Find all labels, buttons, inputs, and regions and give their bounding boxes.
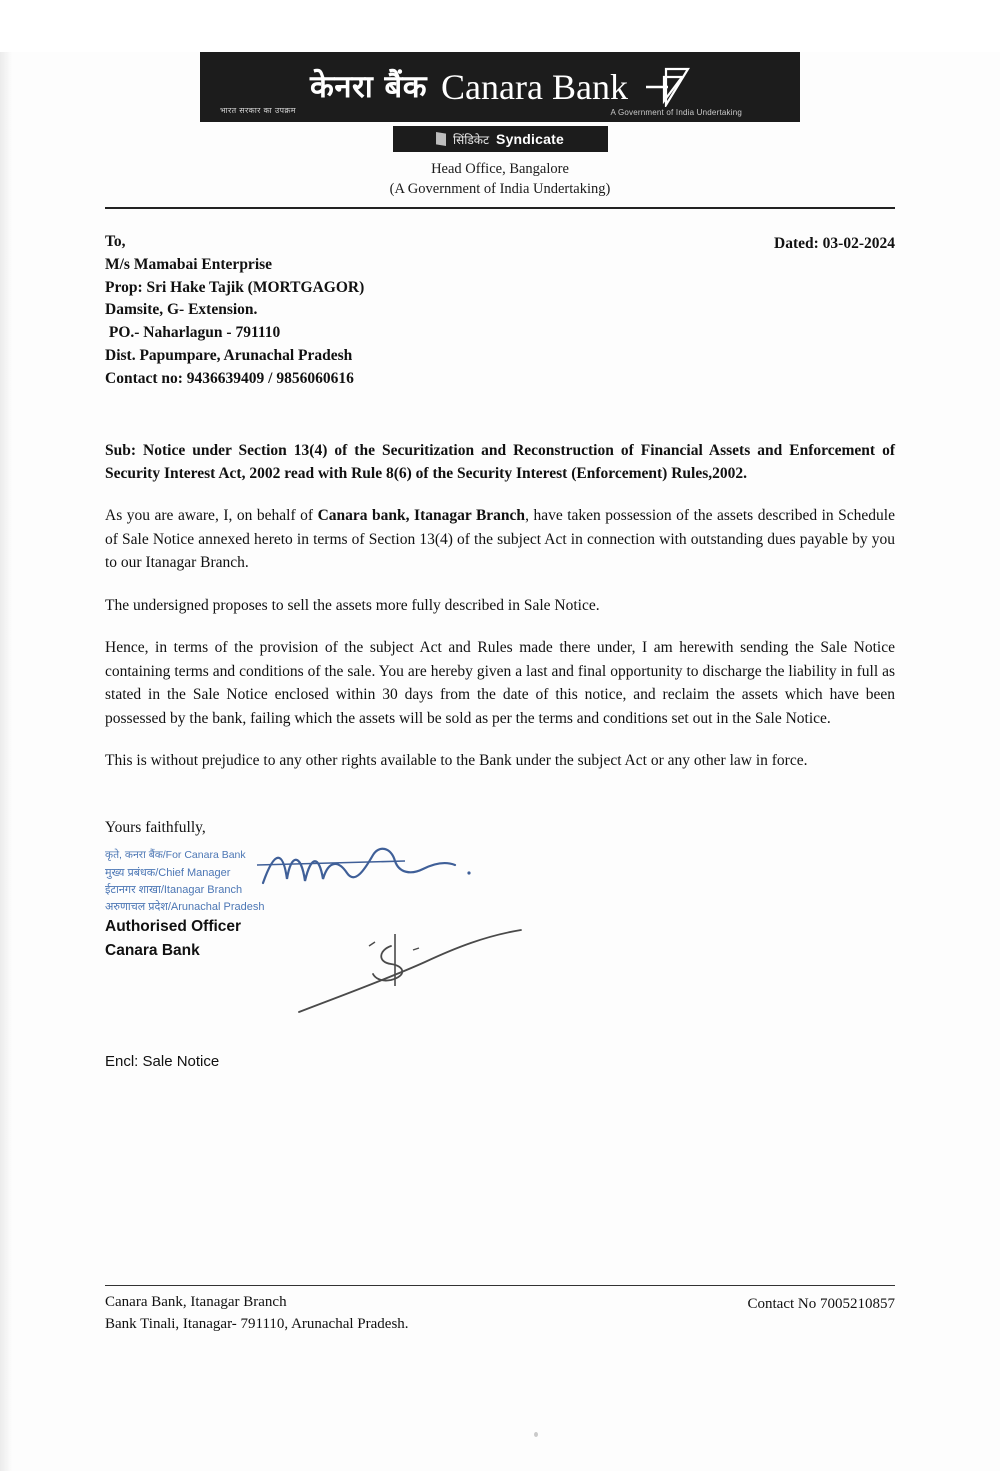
head-office-block [200,160,800,199]
addressee-block [105,231,364,390]
signature-area [105,843,895,1033]
contact-number: Contact No 7005210857 [747,1296,895,1312]
address-and-date-row [105,231,895,390]
stamp-line-1: कृते, कनरा बैंक/For Canara Bank [105,849,246,862]
enclosure-note: Encl: Sale Notice [105,1053,220,1071]
undertaking-line: (A Government of India Undertaking) [389,180,611,197]
paragraph-1-part-b: , have taken possession of the assets described in Schedule of Sale Notice annexed hereto in terms of Section 13(4) of the subject Act in connection with outstanding dues payable by you to our Itanagar Branch. [105,507,895,572]
syndicate-mark-icon [436,132,446,146]
signatory-title: Authorised Officer [105,918,242,936]
undertaking-tagline: A Government of India Undertaking [610,108,742,117]
addressee-line-5: Dist. Papumpare, Arunachal Pradesh [105,347,353,365]
bank-name-hindi-subtitle: भारत सरकार का उपक्रम [220,106,296,115]
letterhead [200,52,800,199]
syndicate-band [393,126,608,152]
signatory-block [105,915,241,962]
bank-name-hindi: केनरा बैंक [310,68,428,105]
footer-divider [105,1285,895,1286]
page-footer [105,1292,895,1336]
scan-artifact [534,1432,538,1437]
bank-name-english: Canara Bank [441,67,628,107]
stamp-line-3: ईटानगर शाखा/Itanagar Branch [105,883,243,896]
syndicate-english: Syndicate [496,131,564,147]
to-label: To, [105,233,126,251]
addressee-line-3: Damsite, G- Extension. [105,301,258,319]
syndicate-hindi: सिंडिकेट [453,132,490,147]
signatory-bank: Canara Bank [105,941,200,959]
page-edge-shadow [0,52,12,1471]
addressee-line-2: Prop: Sri Hake Tajik (MORTGAGOR) [105,278,365,296]
addressee-line-4: PO.- Naharlagun - 791110 [105,324,281,342]
letter-body [105,209,895,1073]
head-office-line: Head Office, Bangalore [431,161,569,177]
letter-date: Dated: 03-02-2024 [774,235,895,253]
paragraph-4: This is without prejudice to any other rights available to the Bank under the subject Act or any other law in force. [105,752,808,770]
addressee-line-1: M/s Mamabai Enterprise [105,255,273,273]
bank-logo-band [200,52,800,122]
paragraph-2: The undersigned proposes to sell the assets more fully described in Sale Notice. [105,596,600,614]
branch-address-line-2: Bank Tinali, Itanagar- 791110, Arunachal Pradesh. [105,1315,409,1332]
document-page [0,52,1000,1471]
closing-salutation: Yours faithfully, [105,819,206,837]
addressee-line-6: Contact no: 9436639409 / 9856060616 [105,369,354,387]
paragraph-1-part-a: As you are aware, I, on behalf of [105,507,318,525]
secondary-signature [295,928,545,1025]
paragraph-1-bank-name: Canara bank, Itanagar Branch [317,507,526,525]
branch-address [105,1292,409,1336]
paragraph-1 [105,504,895,575]
stamp-line-2: मुख्य प्रबंधक/Chief Manager [105,866,231,879]
handwritten-signature [255,839,485,916]
branch-address-line-1: Canara Bank, Itanagar Branch [105,1294,287,1310]
paragraph-3: Hence, in terms of the provision of the subject Act and Rules made there under, I am herewith sending the Sale Notice containing terms and conditions of the sale. You are hereby given a last and final opportunity to discharge the liability in full as stated in the Sale Notice enclosed within 30 days from the date of this notice, and reclaim the assets which have been possessed by the bank, failing which the assets will be sold as per the terms and conditions set out in the Sale Notice. [105,639,895,727]
subject-line: Sub: Notice under Section 13(4) of the Securitization and Reconstruction of Financial Assets and Enforcement of Security Interest Act, 2002 read with Rule 8(6) of the Security Interest (Enforcement) Rules,2002. [105,441,895,482]
canara-bank-logo-icon [642,67,690,107]
bank-stamp [105,847,264,915]
stamp-line-4: अरुणाचल प्रदेश/Arunachal Pradesh [105,900,265,913]
